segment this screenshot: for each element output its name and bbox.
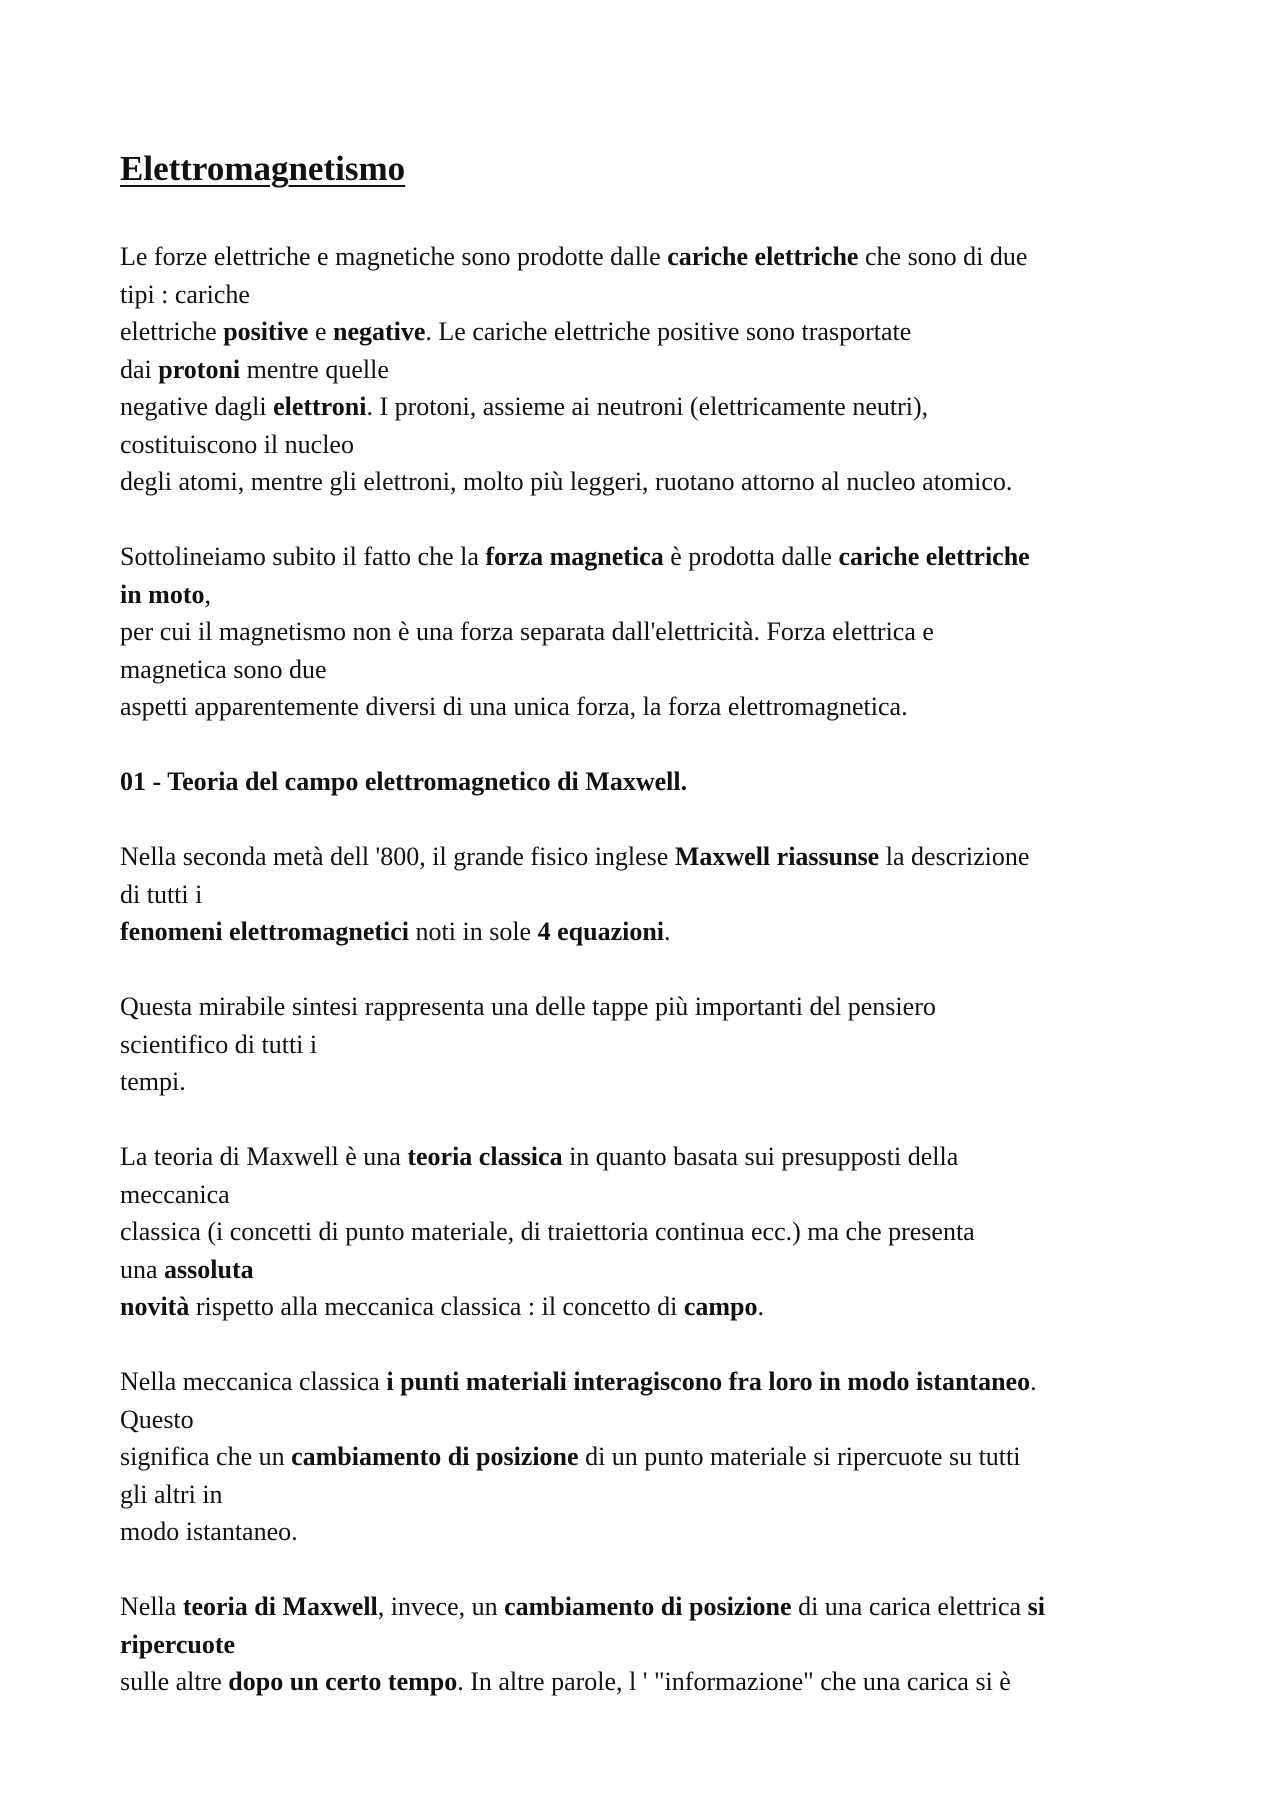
text-run: magnetica sono due <box>120 655 327 684</box>
text-run: sulle altre <box>120 1667 229 1696</box>
bold-text: assoluta <box>164 1255 254 1284</box>
bold-text: forza magnetica <box>485 542 664 571</box>
text-line <box>120 919 671 945</box>
bold-text: elettroni <box>273 392 367 421</box>
bold-text: cariche elettriche <box>838 542 1030 571</box>
text-line <box>120 1069 186 1095</box>
text-run: degli atomi, mentre gli elettroni, molto più leggeri, ruotano attorno al nucleo atomico. <box>120 467 1013 496</box>
text-run: mentre quelle <box>240 355 389 384</box>
bold-text: positive <box>223 317 309 346</box>
text-run: di un punto materiale si ripercuote su tutti <box>578 1442 1021 1471</box>
bold-text: cambiamento di posizione <box>504 1592 792 1621</box>
bold-text: teoria classica <box>407 1142 563 1171</box>
text-line <box>120 1407 194 1433</box>
text-run: di una carica elettrica <box>791 1592 1028 1621</box>
text-run: e <box>308 317 333 346</box>
bold-text: negative <box>333 317 426 346</box>
text-line <box>120 1182 230 1208</box>
text-line <box>120 582 211 608</box>
text-run: . Le cariche elettriche positive sono trasportate <box>425 317 912 346</box>
text-run: tempi. <box>120 1067 186 1096</box>
text-run: rispetto alla meccanica classica : il concetto di <box>189 1292 684 1321</box>
text-run: , invece, un <box>377 1592 505 1621</box>
text-run: la descrizione <box>879 842 1030 871</box>
bold-text: campo <box>683 1292 758 1321</box>
text-line <box>120 844 1029 870</box>
text-run: Nella meccanica classica <box>120 1367 387 1396</box>
text-line <box>120 619 934 645</box>
text-run: dai <box>120 355 159 384</box>
text-run: . In altre parole, l ' "informazione" che una carica si è <box>457 1667 1011 1696</box>
text-run: costituiscono il nucleo <box>120 430 354 459</box>
text-run: significa che un <box>120 1442 292 1471</box>
text-line <box>120 544 1030 570</box>
text-line <box>120 432 354 458</box>
text-line <box>120 657 327 683</box>
bold-text: 4 equazioni <box>537 917 665 946</box>
text-line <box>120 882 202 908</box>
text-line <box>120 282 250 308</box>
text-line <box>120 1369 1037 1395</box>
text-run: in quanto basata sui presupposti della <box>562 1142 959 1171</box>
text-line <box>120 1669 1011 1695</box>
bold-text: dopo un certo tempo <box>228 1667 458 1696</box>
text-run: Sottolineiamo subito il fatto che la <box>120 542 486 571</box>
text-line <box>120 394 928 420</box>
text-line <box>120 1294 764 1320</box>
text-line <box>120 1444 1020 1470</box>
text-run: La teoria di Maxwell è una <box>120 1142 408 1171</box>
text-run: una <box>120 1255 165 1284</box>
text-run: . I protoni, assieme ai neutroni (elettricamente neutri), <box>366 392 929 421</box>
text-run: noti in sole <box>409 917 538 946</box>
bold-text: cambiamento di posizione <box>291 1442 579 1471</box>
text-run: meccanica <box>120 1180 230 1209</box>
text-run: per cui il magnetismo non è una forza separata dall'elettricità. Forza elettrica e <box>120 617 934 646</box>
bold-text: in moto <box>120 580 205 609</box>
text-line <box>120 244 1027 270</box>
text-line <box>120 1032 317 1058</box>
text-run: Le forze elettriche e magnetiche sono prodotte dalle <box>120 242 668 271</box>
bold-text: teoria di Maxwell <box>182 1592 378 1621</box>
text-run: . <box>757 1292 765 1321</box>
text-run: Questo <box>120 1405 194 1434</box>
text-run: Questa mirabile sintesi rappresenta una delle tappe più importanti del pensiero <box>120 992 936 1021</box>
bold-text: Maxwell riassunse <box>674 842 880 871</box>
text-run: modo istantaneo. <box>120 1517 298 1546</box>
text-line <box>120 1257 254 1283</box>
text-run: . <box>1030 1367 1037 1396</box>
text-line <box>120 994 936 1020</box>
bold-text: si <box>1027 1592 1045 1621</box>
text-line <box>120 1519 298 1545</box>
text-line <box>120 769 687 795</box>
text-run: classica (i concetti di punto materiale, di traiettoria continua ecc.) ma che presenta <box>120 1217 975 1246</box>
text-line <box>120 694 908 720</box>
text-run: scientifico di tutti i <box>120 1030 318 1059</box>
text-run: negative dagli <box>120 392 274 421</box>
text-run: Nella <box>120 1592 183 1621</box>
text-run: . <box>664 917 671 946</box>
bold-text: i punti materiali interagiscono fra loro in modo istantaneo <box>386 1367 1031 1396</box>
text-run: Nella seconda metà dell '800, il grande fisico inglese <box>120 842 675 871</box>
bold-text: protoni <box>158 355 241 384</box>
text-run: gli altri in <box>120 1480 223 1509</box>
text-run: è prodotta dalle <box>663 542 839 571</box>
text-line <box>120 357 389 383</box>
bold-text: ripercuote <box>120 1630 236 1659</box>
text-line <box>120 1594 1045 1620</box>
text-run: tipi : cariche <box>120 280 250 309</box>
text-line <box>120 1482 223 1508</box>
bold-text: novità <box>120 1292 190 1321</box>
text-run: che sono di due <box>858 242 1028 271</box>
text-run: di tutti i <box>120 880 203 909</box>
text-run: , <box>204 580 211 609</box>
text-line <box>120 319 911 345</box>
bold-text: fenomeni elettromagnetici <box>120 917 410 946</box>
bold-text: 01 - Teoria del campo elettromagnetico di Maxwell. <box>120 767 688 796</box>
text-line <box>120 1632 235 1658</box>
text-line <box>120 469 1012 495</box>
text-line <box>120 1219 975 1245</box>
text-run: elettriche <box>120 317 224 346</box>
text-line <box>120 1144 958 1170</box>
text-run: aspetti apparentemente diversi di una unica forza, la forza elettromagnetica. <box>120 692 908 721</box>
page-title: Elettromagnetismo <box>120 149 406 188</box>
bold-text: cariche elettriche <box>667 242 859 271</box>
